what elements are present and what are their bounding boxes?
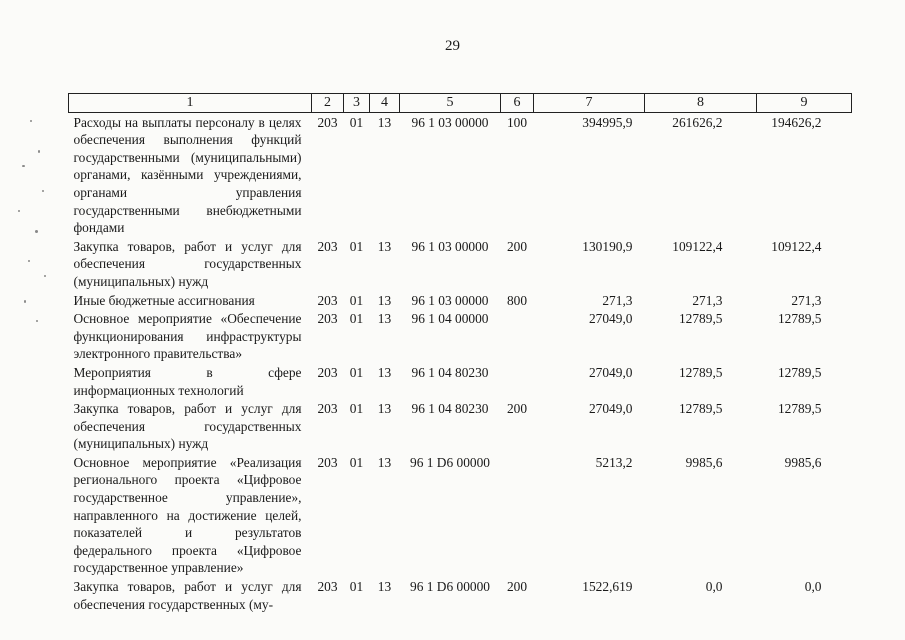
row-description: Мероприятия в сфере информационных технологий bbox=[73, 364, 302, 398]
amount-col-8: 12789,5 bbox=[678, 364, 723, 380]
code-ministry: 203 bbox=[317, 401, 338, 417]
code-section: 01 bbox=[349, 311, 364, 327]
amount-col-7: 5213,2 bbox=[595, 454, 633, 470]
amount-col-9: 0,0 bbox=[804, 579, 822, 595]
amount-col-9: 194626,2 bbox=[771, 114, 822, 130]
amount-col-7: 1522,619 bbox=[582, 579, 633, 595]
amount-col-8: 0,0 bbox=[705, 579, 723, 595]
code-expense-type bbox=[501, 309, 534, 363]
code-section: 01 bbox=[349, 401, 364, 417]
code-subsection: 13 bbox=[377, 454, 392, 470]
amount-col-9: 271,3 bbox=[791, 292, 822, 308]
code-target-article: 96 1 04 80230 bbox=[411, 364, 489, 380]
table-row bbox=[69, 577, 852, 613]
code-expense-type bbox=[501, 453, 534, 577]
amount-col-9: 12789,5 bbox=[777, 311, 822, 327]
code-subsection: 13 bbox=[377, 292, 392, 308]
table-header-row bbox=[69, 94, 852, 113]
code-expense-type: 200 bbox=[506, 401, 528, 417]
code-ministry: 203 bbox=[317, 114, 338, 130]
amount-col-7: 27049,0 bbox=[588, 311, 633, 327]
table-row bbox=[69, 453, 852, 577]
amount-col-9: 9985,6 bbox=[784, 454, 822, 470]
amount-col-8: 271,3 bbox=[692, 292, 723, 308]
column-header: 9 bbox=[757, 94, 852, 113]
code-target-article: 96 1 03 00000 bbox=[411, 292, 489, 308]
budget-table bbox=[68, 93, 852, 613]
row-description: Закупка товаров, работ и услуг для обеспечения государственных (муниципальных) нужд bbox=[73, 238, 302, 289]
amount-col-7: 271,3 bbox=[602, 292, 633, 308]
column-header: 2 bbox=[312, 94, 344, 113]
code-ministry: 203 bbox=[317, 364, 338, 380]
code-subsection: 13 bbox=[377, 364, 392, 380]
column-header: 5 bbox=[400, 94, 501, 113]
amount-col-7: 394995,9 bbox=[582, 114, 633, 130]
code-section: 01 bbox=[349, 579, 364, 595]
amount-col-8: 9985,6 bbox=[685, 454, 723, 470]
row-description: Закупка товаров, работ и услуг для обеспечения государственных (му- bbox=[73, 579, 302, 612]
amount-col-9: 12789,5 bbox=[777, 364, 822, 380]
code-subsection: 13 bbox=[377, 311, 392, 327]
code-expense-type: 200 bbox=[506, 238, 528, 254]
amount-col-8: 12789,5 bbox=[678, 311, 723, 327]
row-description: Основное мероприятие «Реализация регионального проекта «Цифровое государственное управление», направленного на достижение целей, показателей и результатов федерального проекта «Цифровое государственное управление» bbox=[73, 454, 302, 576]
code-target-article: 96 1 03 00000 bbox=[411, 238, 489, 254]
code-expense-type: 100 bbox=[506, 114, 528, 130]
code-expense-type bbox=[501, 363, 534, 399]
table-row bbox=[69, 363, 852, 399]
page-number: 29 bbox=[445, 38, 460, 54]
amount-col-8: 12789,5 bbox=[678, 401, 723, 417]
code-expense-type: 200 bbox=[506, 579, 528, 595]
code-expense-type: 800 bbox=[506, 292, 528, 308]
table-row bbox=[69, 237, 852, 291]
table-row bbox=[69, 309, 852, 363]
code-subsection: 13 bbox=[377, 238, 392, 254]
column-header: 8 bbox=[645, 94, 757, 113]
code-target-article: 96 1 03 00000 bbox=[411, 114, 489, 130]
amount-col-8: 261626,2 bbox=[672, 114, 723, 130]
code-section: 01 bbox=[349, 292, 364, 308]
column-header: 6 bbox=[501, 94, 534, 113]
code-ministry: 203 bbox=[317, 311, 338, 327]
code-subsection: 13 bbox=[377, 114, 392, 130]
amount-col-9: 109122,4 bbox=[771, 238, 822, 254]
code-section: 01 bbox=[349, 364, 364, 380]
code-ministry: 203 bbox=[317, 292, 338, 308]
amount-col-7: 27049,0 bbox=[588, 401, 633, 417]
code-target-article: 96 1 04 80230 bbox=[411, 401, 489, 417]
code-target-article: 96 1 D6 00000 bbox=[410, 454, 490, 470]
row-description: Расходы на выплаты персоналу в целях обеспечения выполнения функций государственными (муниципальными) органами, казёнными учреждениями, органами управления государственными внебюджетными фондами bbox=[73, 114, 302, 236]
amount-col-8: 109122,4 bbox=[672, 238, 723, 254]
code-section: 01 bbox=[349, 454, 364, 470]
amount-col-7: 130190,9 bbox=[582, 238, 633, 254]
code-section: 01 bbox=[349, 238, 364, 254]
amount-col-7: 27049,0 bbox=[588, 364, 633, 380]
table-body bbox=[69, 112, 852, 613]
code-subsection: 13 bbox=[377, 579, 392, 595]
table-row bbox=[69, 291, 852, 310]
code-target-article: 96 1 D6 00000 bbox=[410, 579, 490, 595]
row-description: Иные бюджетные ассигнования bbox=[73, 292, 255, 308]
column-header: 3 bbox=[344, 94, 370, 113]
table-row bbox=[69, 112, 852, 237]
code-target-article: 96 1 04 00000 bbox=[411, 311, 489, 327]
code-ministry: 203 bbox=[317, 579, 338, 595]
column-header: 1 bbox=[69, 94, 312, 113]
scan-noise bbox=[0, 110, 55, 350]
code-subsection: 13 bbox=[377, 401, 392, 417]
column-header: 4 bbox=[370, 94, 400, 113]
code-section: 01 bbox=[349, 114, 364, 130]
amount-col-9: 12789,5 bbox=[777, 401, 822, 417]
row-description: Закупка товаров, работ и услуг для обеспечения государственных (муниципальных) нужд bbox=[73, 401, 302, 452]
table-row bbox=[69, 399, 852, 453]
row-description: Основное мероприятие «Обеспечение функционирования инфраструктуры электронного правительства» bbox=[73, 311, 302, 362]
column-header: 7 bbox=[534, 94, 645, 113]
code-ministry: 203 bbox=[317, 454, 338, 470]
code-ministry: 203 bbox=[317, 238, 338, 254]
